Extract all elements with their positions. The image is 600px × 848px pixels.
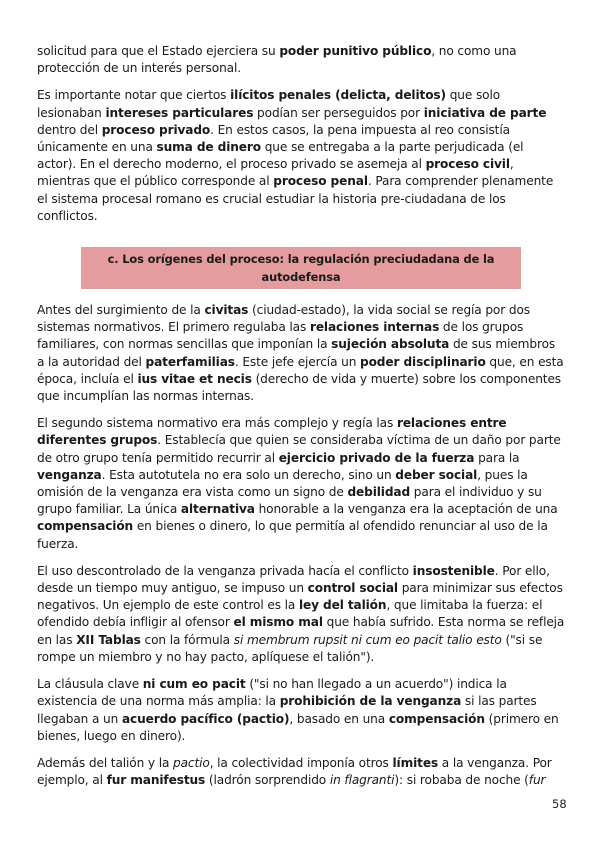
- text-run: a la venganza. Por ejemplo, al: [37, 755, 552, 788]
- paragraph: [37, 302, 565, 405]
- text-run: , basado en una: [289, 711, 389, 726]
- italic-term: fur: [528, 773, 546, 788]
- bold-term: suma de dinero: [156, 140, 261, 155]
- bold-term: insostenible: [412, 563, 495, 578]
- text-run: que había sufrido. Esta norma se refleja en las: [37, 615, 565, 647]
- text-run: , pues la omisión de la venganza era vista como un signo de: [37, 467, 528, 500]
- text-run: para el individuo y su grupo familiar. La única: [37, 485, 542, 517]
- text-run: para minimizar sus efectos negativos. Un ejemplo de este control es la: [37, 581, 563, 613]
- bold-term: venganza: [37, 467, 102, 482]
- bold-term: proceso privado: [101, 122, 211, 137]
- bold-term: alternativa: [180, 502, 255, 517]
- text-run: El uso descontrolado de la venganza privada hacía el conflicto: [37, 563, 413, 578]
- section-paragraphs: [37, 302, 565, 789]
- bold-term: límites: [392, 755, 439, 770]
- bold-term: poder punitivo público: [279, 44, 432, 58]
- text-run: Además del talión y la: [37, 755, 174, 770]
- bold-term: acuerdo pacífico (pactio): [121, 711, 290, 726]
- text-run: podían ser perseguidos por: [253, 105, 424, 120]
- bold-term: XII Tablas: [76, 632, 141, 647]
- bold-term: debilidad: [347, 485, 411, 500]
- italic-term: pactio: [173, 755, 210, 770]
- text-run: Antes del surgimiento de la: [37, 303, 205, 318]
- bold-term: ejercicio privado de la fuerza: [278, 450, 475, 465]
- text-run: con la fórmula: [140, 632, 234, 647]
- bold-term: fur manifestus: [106, 773, 206, 788]
- italic-term: si membrum rupsit ni cum eo pacit talio esto: [233, 632, 502, 647]
- bold-term: sujeción absoluta: [331, 337, 450, 352]
- text-run: , que limitaba la fuerza: el ofendido debía infligir al ofensor: [37, 598, 543, 630]
- text-run: que, en esta época, incluía el: [37, 354, 564, 386]
- text-run: dentro del: [37, 122, 102, 137]
- text-run: . Establecía que quien se consideraba víctima de un daño por parte de otro grupo tenía permitido recurrir al: [37, 433, 561, 465]
- text-run: . Esta autotutela no era solo un derecho, sino un: [101, 467, 396, 482]
- text-run: (ladrón sorprendido: [205, 773, 330, 788]
- text-run: de los grupos familiares, con normas sencillas que imponían la: [37, 320, 524, 352]
- paragraph: [37, 43, 565, 77]
- bold-term: prohibición de la venganza: [279, 694, 462, 709]
- text-run: Es importante notar que ciertos: [37, 88, 231, 103]
- text-run: de sus miembros a la autoridad del: [37, 337, 556, 369]
- text-run: (primero en bienes, luego en dinero).: [37, 711, 559, 743]
- text-run: ): si robaba de noche (: [394, 773, 529, 788]
- paragraph: [37, 563, 565, 666]
- text-run: ("si se rompe un miembro y no hay pacto, aplíquese el talión").: [37, 632, 543, 664]
- bold-term: compensación: [388, 711, 485, 726]
- paragraph: [37, 415, 565, 553]
- bold-term: ley del talión: [298, 598, 387, 613]
- bold-term: ilícitos penales (delicta, delitos): [230, 88, 446, 103]
- section-heading: c. Los orígenes del proceso: la regulación preciudadana de la autodefensa: [81, 247, 521, 289]
- text-run: . En estos casos, la pena impuesta al reo consistía únicamente en una: [37, 122, 510, 155]
- paragraph: [37, 87, 565, 225]
- bold-term: proceso penal: [273, 174, 368, 189]
- text-run: (ciudad-estado), la vida social se regía por dos sistemas normativos. El primero regulaba las: [37, 303, 530, 335]
- text-run: (derecho de vida y muerte) sobre los componentes que incumplían las normas internas.: [37, 371, 561, 404]
- bold-term: ius vitae et necis: [137, 371, 252, 386]
- text-run: El segundo sistema normativo era más complejo y regía las: [37, 416, 397, 431]
- text-run: . Este jefe ejercía un: [234, 354, 361, 369]
- bold-term: ni cum eo pacit: [142, 677, 246, 692]
- bold-term: compensación: [37, 519, 134, 534]
- bold-term: intereses particulares: [105, 105, 254, 120]
- text-run: , mientras que el público corresponde al: [37, 157, 514, 189]
- text-run: para la: [474, 450, 520, 465]
- paragraph: [37, 755, 565, 789]
- bold-term: paterfamilias: [145, 354, 235, 369]
- intro-paragraphs: [37, 43, 565, 225]
- bold-term: control social: [307, 581, 398, 596]
- text-run: , la colectividad imponía otros: [209, 755, 393, 770]
- text-run: en bienes o dinero, lo que permitía al ofendido renunciar al uso de la fuerza.: [37, 519, 548, 551]
- text-run: . Por ello, desde un tiempo muy antiguo, se impuso un: [37, 563, 550, 596]
- bold-term: el mismo mal: [233, 615, 323, 630]
- bold-term: deber social: [395, 467, 478, 482]
- page-content: [37, 43, 565, 799]
- text-run: . Para comprender plenamente el sistema procesal romano es crucial estudiar la historia pre-ciudadana de los conflictos.: [37, 174, 554, 223]
- bold-term: iniciativa de parte: [423, 105, 547, 120]
- bold-term: proceso civil: [425, 157, 510, 172]
- text-run: solicitud para que el Estado ejerciera su: [37, 44, 280, 58]
- text-run: si las partes llegaban a un: [37, 694, 537, 726]
- bold-term: relaciones internas: [309, 320, 440, 335]
- bold-term: poder disciplinario: [360, 354, 486, 369]
- text-run: que se entregaba a la parte perjudicada (el actor). En el derecho moderno, el proceso privado se asemeja al: [37, 140, 524, 172]
- bold-term: relaciones entre diferentes grupos: [37, 416, 507, 448]
- text-run: La cláusula clave: [37, 677, 143, 692]
- page-number: 58: [552, 797, 567, 811]
- italic-term: in flagranti: [329, 773, 395, 788]
- text-run: ("si no han llegado a un acuerdo") indica la existencia de una norma más amplia: la: [37, 677, 507, 709]
- bold-term: civitas: [204, 303, 249, 318]
- text-run: que solo lesionaban: [37, 88, 501, 120]
- text-run: , no como una protección de un interés personal.: [37, 44, 517, 76]
- paragraph: [37, 676, 565, 745]
- text-run: honorable a la venganza era la aceptación de una: [254, 502, 558, 517]
